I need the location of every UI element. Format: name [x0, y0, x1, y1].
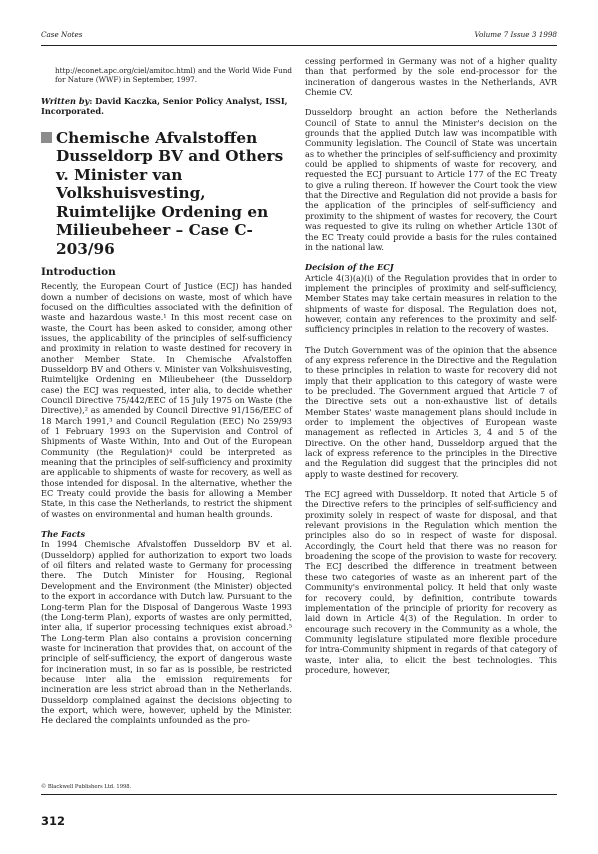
author-details: : David Kaczka, Senior Policy Analyst, ISSI, Incorporated. [41, 96, 288, 117]
case-title [41, 129, 292, 259]
title-square-icon [41, 132, 52, 143]
facts-heading: The Facts [41, 529, 86, 540]
facts-paragraph: In 1994 Chemische Afvalstoffen Dusseldorp BV et al. (Dusseldorp) applied for authorization to export two loads of oil filters and related waste to Germany for processing there. The Dutch Minister for Housing, Regional Development and the Environment (the Minister) objected to the export in accordance with Dutch law. Pursuant to the Long-term Plan for the Disposal of Dangerous Waste 1993 (the Long-term Plan), exports of wastes are only permitted, inter alia, if superior processing techniques exist abroad.⁵ The Long-term Plan also contains a provision concerning waste for incineration that provides that, on account of the principle of self-sufficiency, the export of dangerous waste for incineration must, in so far as is possible, be restricted because inter alia the emission requirements for incineration are less strict abroad than in the Netherlands. Dusseldorp complained against the decisions objecting to the export, which were, however, upheld by the Minister. He declared the complaints unfounded as the pro- [41, 539, 292, 726]
left-column [41, 56, 292, 736]
header-issue: Volume 7 Issue 3 1998 [474, 30, 557, 39]
right-paragraph-2: Dusseldorp brought an action before the Netherlands Council of State to annul the Minister's decision on the grounds that the applied Dutch law was incompatible with Community legislation. The Council of State was uncertain as to whether the principles of self-sufficiency and proximity could be applied to shipments of waste for recovery, and requested the ECJ pursuant to Article 177 of the EC Treaty to give a ruling thereon. If however the Court took the view that the Directive and Regulation did not provide a basis for the application of the principles of self-sufficiency and proximity to the shipment of wastes for recovery, the Court was requested to give its ruling on whether Article 130t of the EC Treaty could provide a basis for the rules contained in the national law. [305, 107, 557, 252]
right-paragraph-5: The ECJ agreed with Dusseldorp. It noted that Article 5 of the Directive refers to the principles of self-sufficiency and proximity solely in respect of waste for disposal, and that relevant provisions in the Regulation which mention the principles also do so in respect of waste for disposal. Accordingly, the Court held that there was no reason for broadening the scope of the provision to waste for recovery. The ECJ described the difference in treatment between these two categories of waste as an inherent part of the Community's environmental policy. It held that only waste for recovery could, by definition, contribute towards implementation of the principle of priority for recovery as laid down in Article 4(3) of the Regulation. In order to encourage such recovery in the Community as a whole, the Community legislature stipulated more flexible procedure for intra-Community shipment in regards of that category of waste, inter alia, to elicit the best technologies. This procedure, however, [305, 489, 557, 675]
header-section: Case Notes [41, 30, 83, 39]
right-paragraph-1: cessing performed in Germany was not of a higher quality than that performed by the sole end-processor for the incineration of dangerous wastes in the Netherlands, AVR Chemie CV. [305, 56, 557, 98]
copyright-notice: © Blackwell Publishers Ltd. 1998. [41, 784, 132, 790]
header-rule [41, 45, 557, 46]
right-paragraph-4: The Dutch Government was of the opinion that the absence of any express reference in the Directive and the Regulation to these principles in relation to waste for recovery did not imply that their application to this category of waste were to be precluded. The Government argued that Article 7 of the Directive sets out a non-exhaustive list of details Member States' waste management plans should include in order to implement the objectives of European waste management as reflected in Articles 3, 4 and 5 of the Directive. On the other hand, Dusseldorp argued that the lack of express reference to the principles in the Directive and the Regulation did suggest that the principles did not apply to waste destined for recovery. [305, 344, 557, 479]
decision-heading: Decision of the ECJ [305, 262, 394, 273]
right-column [305, 56, 557, 685]
page-number: 312 [41, 814, 66, 828]
author-label: Written by [41, 96, 90, 106]
case-title-text: Chemische Afvalstoffen Dusseldorp BV and Others v. Minister van Volkshuisvesting, Ruimtelijke Ordening en Milieubeheer – Case C-203/96 [56, 128, 284, 258]
author-credit [41, 96, 292, 117]
introduction-heading: Introduction [41, 266, 116, 279]
source-note: http://econet.apc.org/ciel/amitoc.html) and the World Wide Fund for Nature (WWF) in September, 1997. [55, 66, 292, 84]
right-paragraph-3: Article 4(3)(a)(i) of the Regulation provides that in order to implement the principles of proximity and self-sufficiency, Member States may take certain measures in relation to the shipments of waste for disposal. The Regulation does not, however, contain any references to the proximity and self-sufficiency principles in relation to the recovery of wastes. [305, 272, 557, 335]
footer-rule [41, 794, 557, 795]
introduction-paragraph: Recently, the European Court of Justice (ECJ) has handed down a number of decisions on waste, most of which have focused on the difficulties associated with the definition of waste and hazardous waste.¹ In this most recent case on waste, the Court has been asked to consider, among other issues, the applicability of the principles of self-sufficiency and proximity in relation to waste destined for recovery in another Member State. In Chemische Afvalstoffen Dusseldorp BV and Others v. Minister van Volkshuisvesting, Ruimtelijke Ordening en Milieubeheer (the Dusseldorp case) the ECJ was requested, inter alia, to decide whether Council Directive 75/442/EEC of 15 July 1975 on Waste (the Directive),² as amended by Council Directive 91/156/EEC of 18 March 1991,³ and Council Regulation (EEC) No 259/93 of 1 February 1993 on the Supervision and Control of Shipments of Waste Within, Into and Out of the European Community (the Regulation)⁴ could be interpreted as meaning that the principles of self-sufficiency and proximity are applicable to shipments of waste for recovery, as well as those intended for disposal. In the alternative, whether the EC Treaty could provide the basis for allowing a Member State, in this case the Netherlands, to restrict the shipment of wastes on environmental and human health grounds. [41, 281, 292, 519]
running-header [41, 30, 557, 44]
